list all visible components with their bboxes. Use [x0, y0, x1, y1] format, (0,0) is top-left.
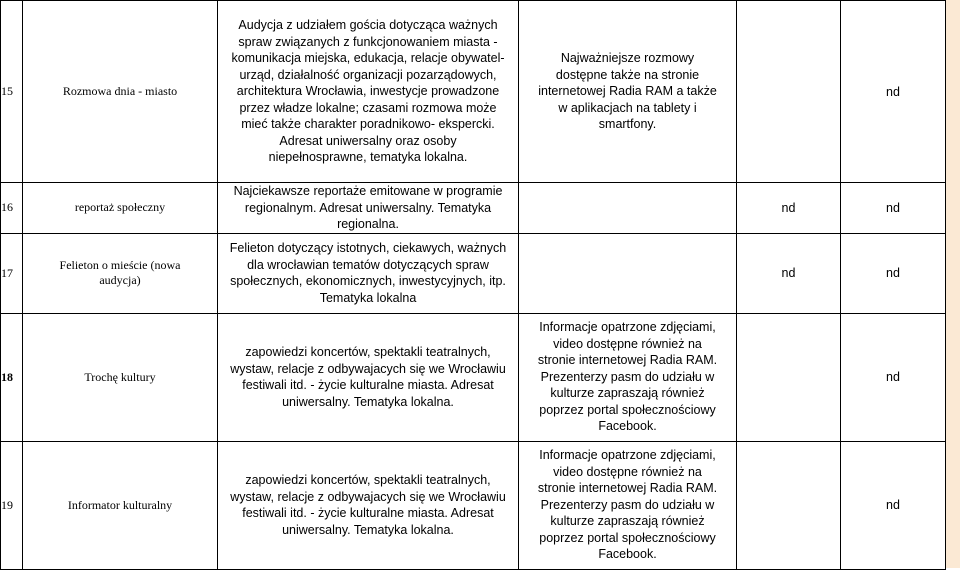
program-description: zapowiedzi koncertów, spektakli teatralnych, wystaw, relacje z odbywajacych się we Wrocławiu festiwali itd. - życie kulturalne miasta. Adresat uniwersalny. Tematyka lokalna.	[218, 441, 519, 569]
row-number: 17	[1, 233, 23, 313]
table-row	[1, 441, 946, 569]
program-value-b: nd	[841, 313, 946, 441]
program-availability	[519, 233, 737, 313]
program-value-b: nd	[841, 233, 946, 313]
program-value-b: nd	[841, 1, 946, 183]
program-name: Trochę kultury	[23, 313, 218, 441]
table-row	[1, 233, 946, 313]
program-name: Rozmowa dnia - miasto	[23, 1, 218, 183]
program-value-a: nd	[737, 233, 841, 313]
table-row	[1, 1, 946, 183]
row-number: 19	[1, 441, 23, 569]
program-value-a	[737, 1, 841, 183]
program-description: Najciekawsze reportaże emitowane w programie regionalnym. Adresat uniwersalny. Tematyka regionalna.	[218, 183, 519, 234]
program-value-a	[737, 441, 841, 569]
program-value-a: nd	[737, 183, 841, 234]
program-name: Felieton o mieście (nowa audycja)	[23, 233, 218, 313]
program-name: Informator kulturalny	[23, 441, 218, 569]
row-number: 16	[1, 183, 23, 234]
page-edge-strip	[946, 0, 960, 568]
program-name: reportaż społeczny	[23, 183, 218, 234]
program-description: Audycja z udziałem gościa dotycząca ważnych spraw związanych z funkcjonowaniem miasta - komunikacja miejska, edukacja, relacje obywatel- urząd, działalność organizacji pozarządowych, architektura Wrocławia, inwestycje prowadzone przez władze lokalne; czasami rozmowa może mieć także charakter poradnikowo- ekspercki. Adresat uniwersalny oraz osoby niepełnosprawne, tematyka lokalna.	[218, 1, 519, 183]
program-availability: Informacje opatrzone zdjęciami, video dostępne również na stronie internetowej Radia RAM. Prezenterzy pasm do udziału w kulturze zapraszają również poprzez portal społecznościowy Facebook.	[519, 441, 737, 569]
program-availability: Najważniejsze rozmowy dostępne także na stronie internetowej Radia RAM a także w aplikacjach na tablety i smartfony.	[519, 1, 737, 183]
program-value-b: nd	[841, 183, 946, 234]
program-value-b: nd	[841, 441, 946, 569]
row-number: 15	[1, 1, 23, 183]
table-row	[1, 313, 946, 441]
row-number: 18	[1, 313, 23, 441]
program-availability: Informacje opatrzone zdjęciami, video dostępne również na stronie internetowej Radia RAM. Prezenterzy pasm do udziału w kulturze zapraszają również poprzez portal społecznościowy Facebook.	[519, 313, 737, 441]
program-description: Felieton dotyczący istotnych, ciekawych, ważnych dla wrocławian tematów dotyczących spraw społecznych, ekonomicznych, inwestycyjnych, itp. Tematyka lokalna	[218, 233, 519, 313]
program-description: zapowiedzi koncertów, spektakli teatralnych, wystaw, relacje z odbywajacych się we Wrocławiu festiwali itd. - życie kulturalne miasta. Adresat uniwersalny. Tematyka lokalna.	[218, 313, 519, 441]
program-availability	[519, 183, 737, 234]
program-value-a	[737, 313, 841, 441]
table-row	[1, 183, 946, 234]
